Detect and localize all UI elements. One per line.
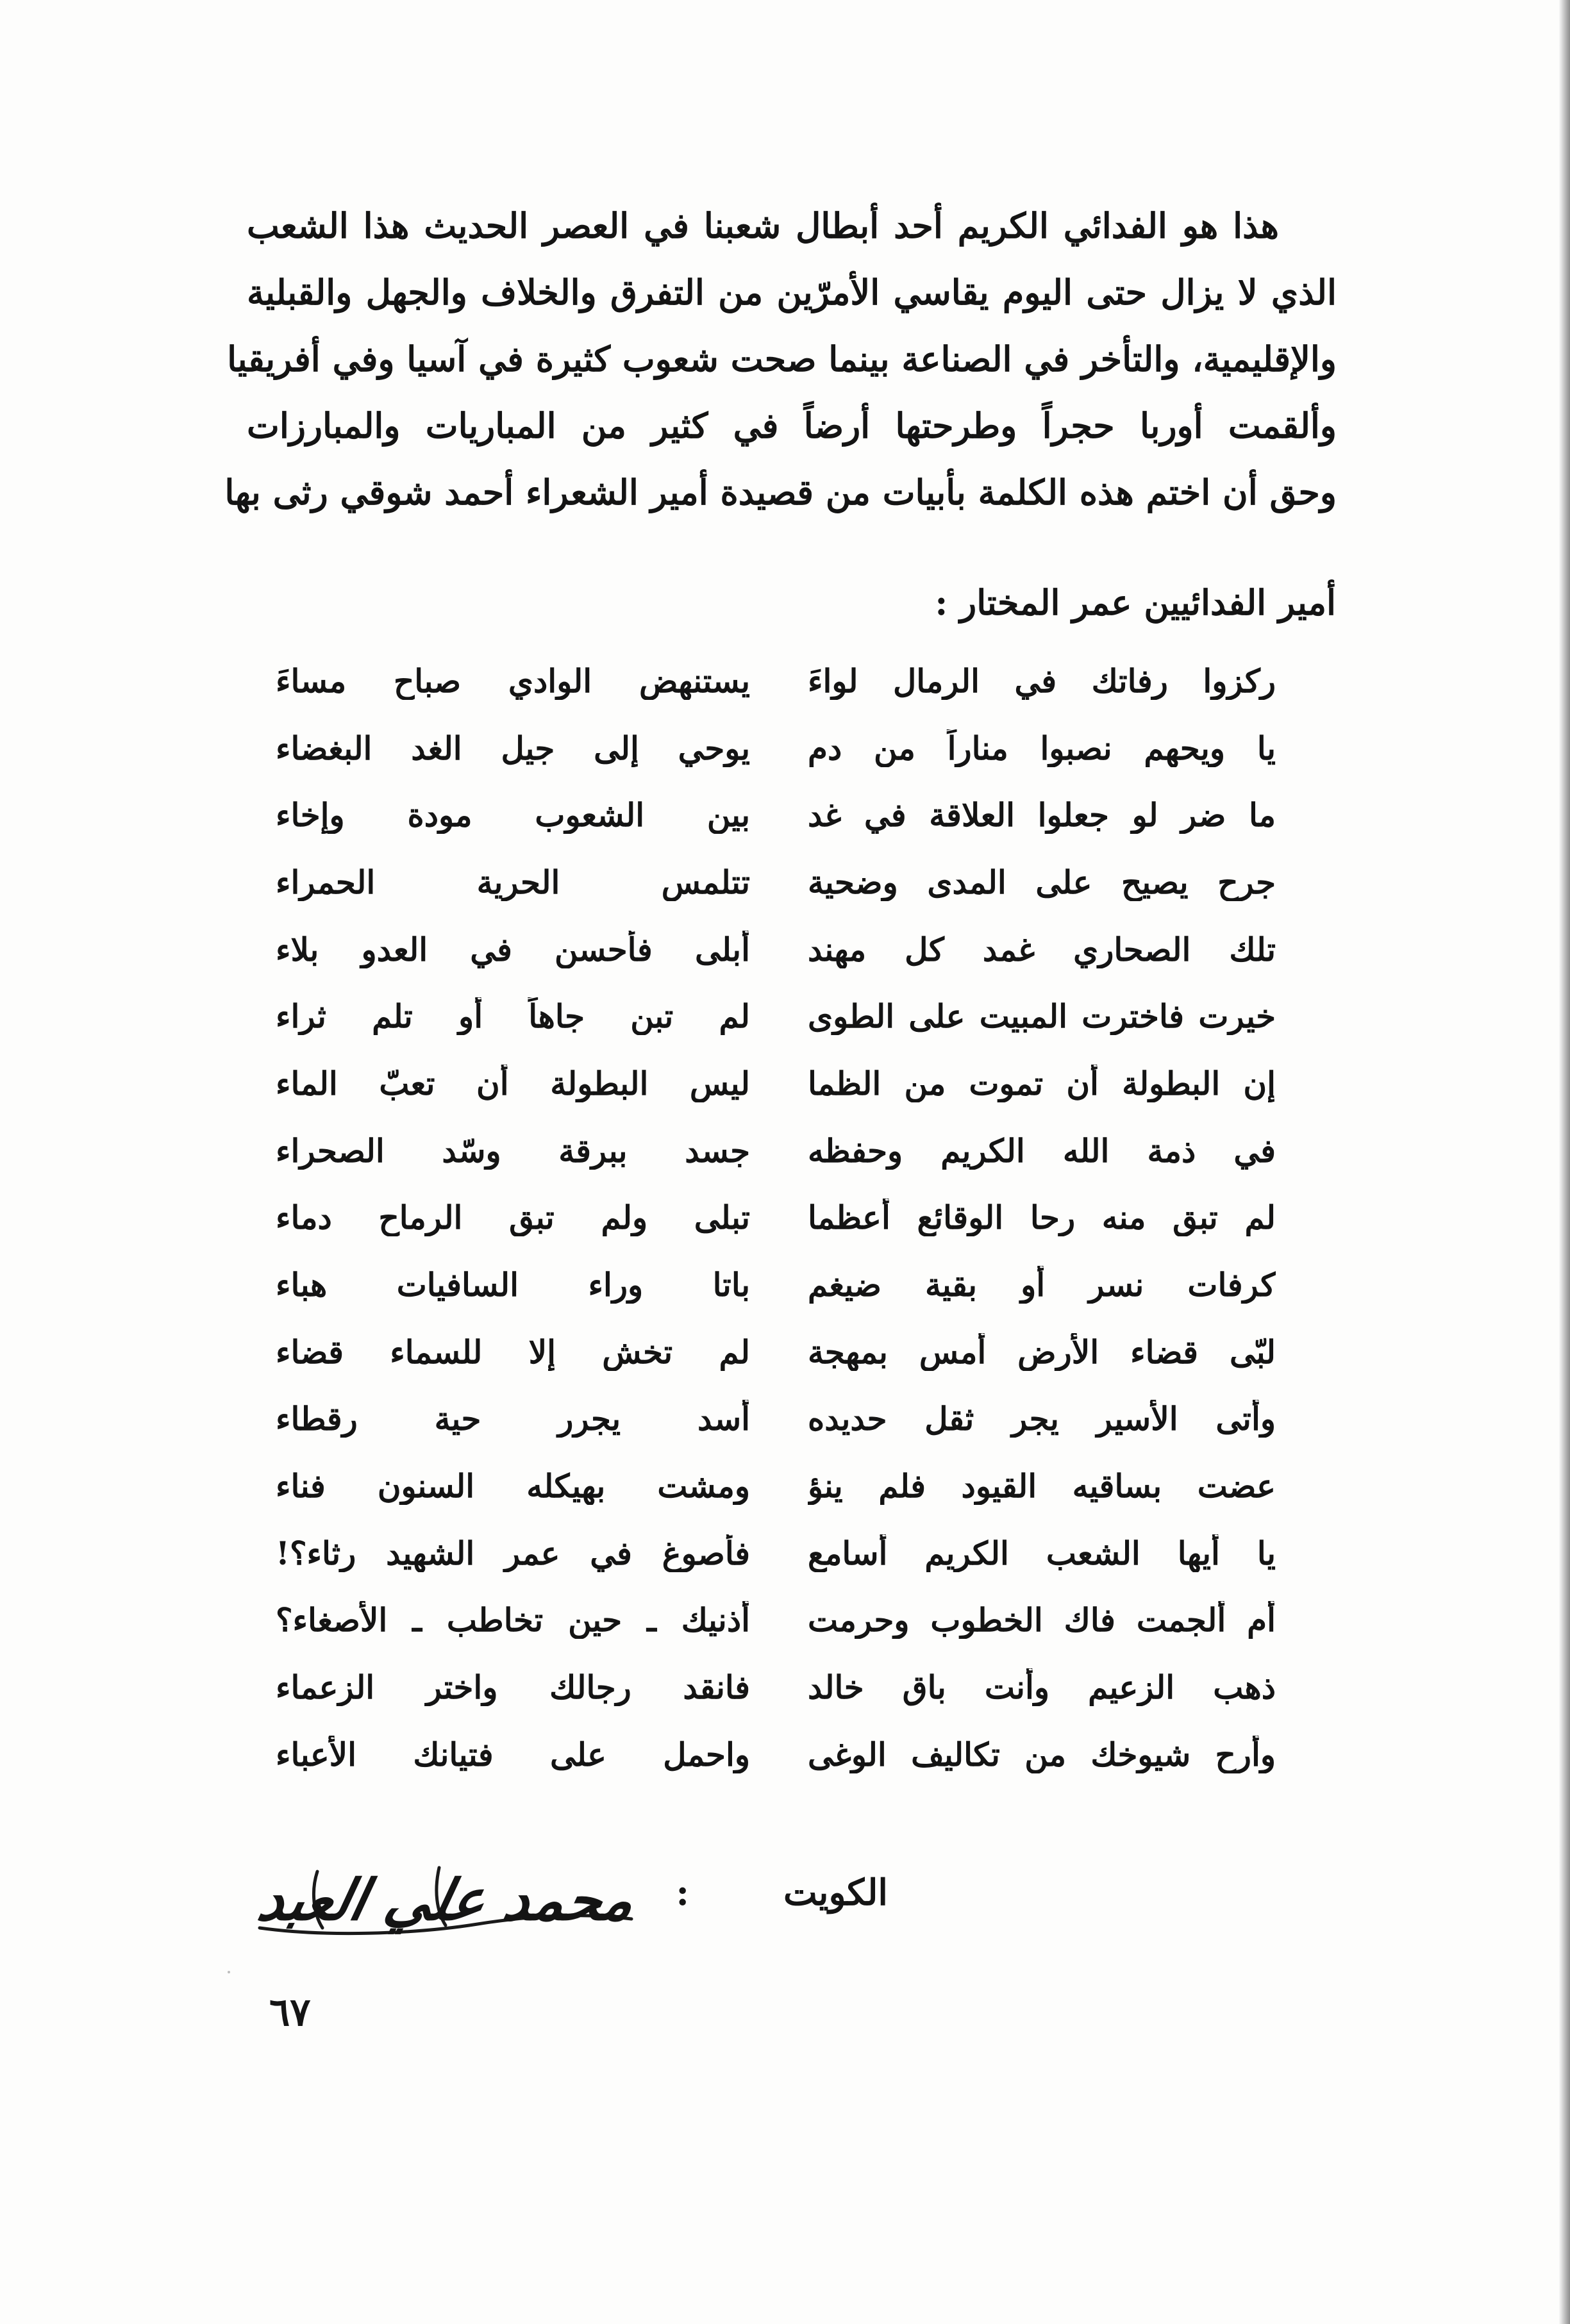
verse-first-hemistich: يا أيها الشعب الكريم أسامع	[808, 1534, 1276, 1572]
verse-first-hemistich: كرفات نسر أو بقية ضيغم	[808, 1266, 1276, 1304]
poem-verse	[276, 647, 1276, 715]
verse-first-hemistich: يا ويحهم نصبوا مناراً من دم	[808, 729, 1276, 767]
verse-second-hemistich: تبلى ولم تبق الرماح دماء	[276, 1199, 750, 1237]
author-signature-row	[247, 1852, 888, 1955]
prose-line: وحق أن اختم هذه الكلمة بأبيات من قصيدة أمير الشعراء أحمد شوقي رثى بها	[224, 472, 1337, 513]
verse-first-hemistich: في ذمة الله الكريم وحفظه	[808, 1131, 1276, 1170]
verse-first-hemistich: ذهب الزعيم وأنت باق خالد	[808, 1668, 1276, 1707]
verse-second-hemistich: فأصوغ في عمر الشهيد رثاء؟!	[276, 1534, 750, 1572]
verse-second-hemistich: ليس البطولة أن تعبّ الماء	[276, 1064, 750, 1102]
verse-first-hemistich: خيرت فاخترت المبيت على الطوى	[808, 997, 1276, 1036]
verse-second-hemistich: واحمل على فتيانك الأعباء	[276, 1735, 750, 1773]
verse-first-hemistich: عضت بساقيه القيود فلم ينؤ	[808, 1467, 1276, 1506]
poem	[276, 647, 1276, 1788]
place-name: الكويت	[783, 1872, 888, 1914]
verse-second-hemistich: فانقد رجالك واختر الزعماء	[276, 1668, 750, 1707]
poem-verse	[276, 1520, 1276, 1587]
verse-second-hemistich: أسد يجرر حية رقطاء	[276, 1400, 750, 1438]
verse-second-hemistich: تتلمس الحرية الحمراء	[276, 863, 750, 901]
verse-first-hemistich: جرح يصيح على المدى وضحية	[808, 863, 1276, 901]
verse-first-hemistich: وأتى الأسير يجر ثقل حديده	[808, 1400, 1276, 1438]
poem-intro-line: أمير الفدائيين عمر المختار :	[935, 582, 1336, 623]
place-separator: :	[676, 1872, 689, 1914]
verse-first-hemistich: ركزوا رفاتك في الرمال لواءَ	[808, 661, 1276, 700]
prose-line: هذا هو الفدائي الكريم أحد أبطال شعبنا في العصر الحديث هذا الشعب	[247, 205, 1279, 246]
verse-first-hemistich: أم ألجمت فاك الخطوب وحرمت	[808, 1601, 1276, 1639]
verse-first-hemistich: وأرح شيوخك من تكاليف الوغى	[808, 1735, 1276, 1773]
verse-second-hemistich: أبلى فأحسن في العدو بلاء	[276, 930, 750, 968]
poem-verse	[276, 1318, 1276, 1386]
verse-second-hemistich: باتا وراء السافيات هباء	[276, 1266, 750, 1304]
verse-second-hemistich: أذنيك ـ حين تخاطب ـ الأصغاء؟	[276, 1601, 750, 1639]
verse-second-hemistich: لم تبن جاهاً أو تلم ثراء	[276, 997, 750, 1036]
poem-verse	[276, 983, 1276, 1050]
poem-verse	[276, 1721, 1276, 1788]
poem-verse	[276, 1117, 1276, 1184]
page-edge-shadow	[1558, 0, 1570, 2324]
scan-speck	[228, 1971, 230, 1973]
poem-verse	[276, 1184, 1276, 1252]
verse-second-hemistich: جسد ببرقة وسّد الصحراء	[276, 1131, 750, 1170]
poem-verse	[276, 1587, 1276, 1654]
poem-verse	[276, 781, 1276, 849]
verse-second-hemistich: يوحي إلى جيل الغد البغضاء	[276, 729, 750, 767]
verse-first-hemistich: ما ضر لو جعلوا العلاقة في غد	[808, 796, 1276, 834]
poem-verse	[276, 1050, 1276, 1117]
page-number: ٦٧	[269, 1990, 311, 2035]
poem-verse	[276, 849, 1276, 916]
prose-paragraph	[224, 192, 1337, 526]
verse-first-hemistich: لم تبق منه رحا الوقائع أعظما	[808, 1199, 1276, 1237]
handwritten-signature	[247, 1852, 644, 1948]
verse-first-hemistich: إن البطولة أن تموت من الظما	[808, 1064, 1276, 1102]
verse-second-hemistich: لم تخش إلا للسماء قضاء	[276, 1332, 750, 1371]
poem-verse	[276, 1452, 1276, 1520]
prose-line: والإقليمية، والتأخر في الصناعة بينما صحت شعوب كثيرة في آسيا وفي أفريقيا	[227, 338, 1337, 379]
verse-second-hemistich: بين الشعوب مودة وإخاء	[276, 796, 750, 834]
verse-second-hemistich: ومشت بهيكله السنون فناء	[276, 1467, 750, 1506]
signature-text: محمد علي العبد	[252, 1866, 641, 1933]
prose-line: الذي لا يزال حتى اليوم يقاسي الأمرّين من التفرق والخلاف والجهل والقبلية	[247, 272, 1337, 313]
verse-second-hemistich: يستنهض الوادي صباح مساءَ	[276, 661, 750, 700]
prose-line: وألقمت أوربا حجراً وطرحتها أرضاً في كثير من المباريات والمبارزات	[247, 405, 1337, 446]
verse-first-hemistich: لبّى قضاء الأرض أمس بمهجة	[808, 1332, 1276, 1371]
verse-first-hemistich: تلك الصحاري غمد كل مهند	[808, 930, 1276, 968]
poem-verse	[276, 1251, 1276, 1318]
poem-verse	[276, 916, 1276, 983]
poem-verse	[276, 715, 1276, 782]
poem-verse	[276, 1654, 1276, 1721]
poem-verse	[276, 1386, 1276, 1453]
